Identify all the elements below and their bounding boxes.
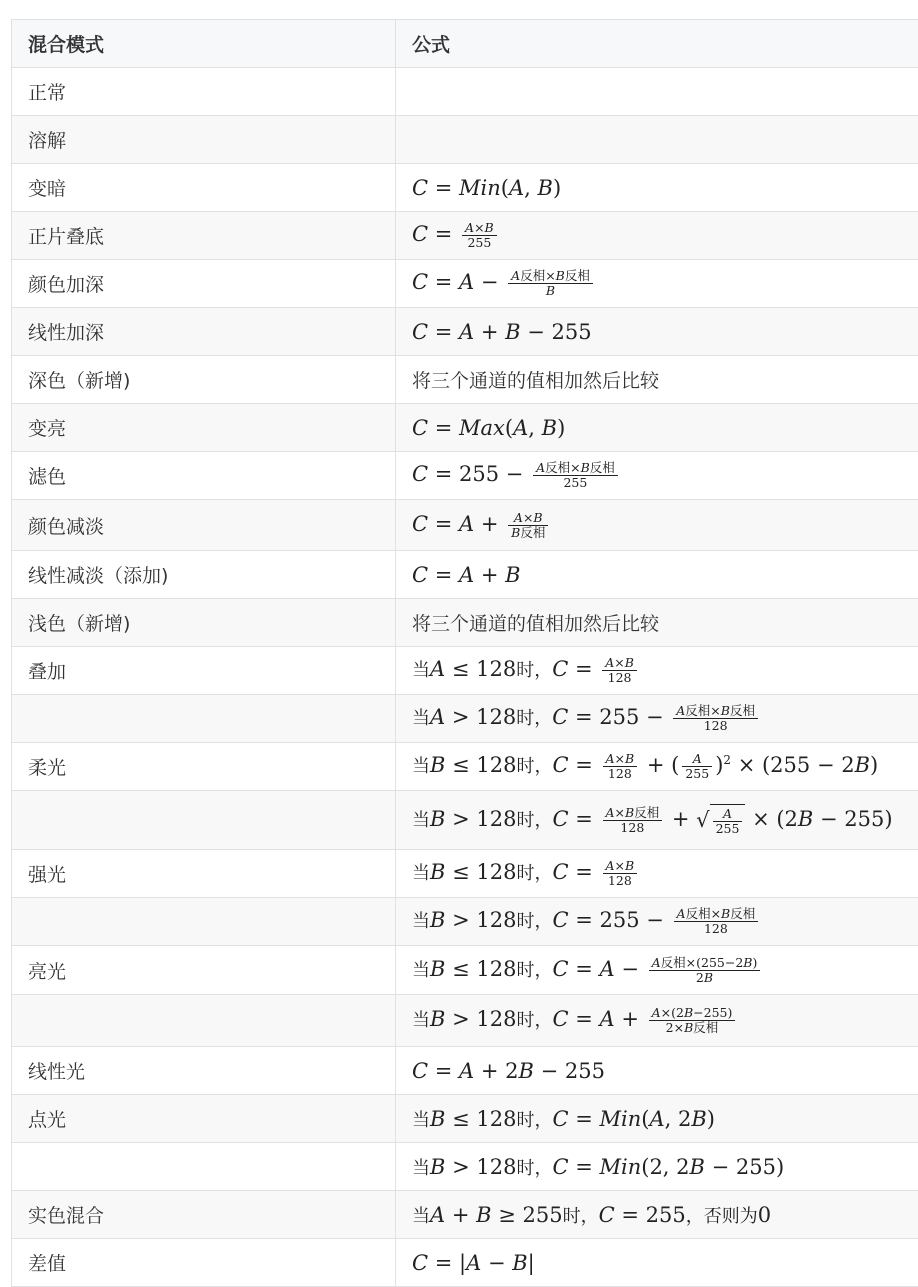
- mode-name: [12, 898, 396, 946]
- mode-formula: 当B > 128时，C = Min(2, 2B − 255): [396, 1143, 918, 1191]
- mode-name: 差值: [12, 1239, 396, 1287]
- table-row: [12, 551, 918, 599]
- mode-name: 颜色减淡: [12, 500, 396, 551]
- mode-formula: 当B ≤ 128时，C = Min(A, 2B): [396, 1095, 918, 1143]
- table-row: [12, 743, 918, 791]
- mode-formula: C = A + B: [396, 551, 918, 599]
- table-row: [12, 68, 918, 116]
- mode-formula: 当B > 128时，C = 255 − $\frac{\text{A反相×B反相}}{128}$: [396, 898, 918, 946]
- mode-formula: C = A − $\frac{\text{A反相×B反相}}{B}$: [396, 260, 918, 308]
- mode-formula: C = A + 2B − 255: [396, 1047, 918, 1095]
- mode-formula: 当B ≤ 128时，C = $\frac{A\times B}{128}$ + ( $\frac{A}{255}$ )$^2$ × (255 − 2B): [396, 743, 918, 791]
- table-row: [12, 695, 918, 743]
- mode-name: 溶解: [12, 116, 396, 164]
- mode-formula: C = Max(A, B): [396, 404, 918, 452]
- mode-formula: 当B ≤ 128时，C = A − $\frac{\text{A反相×(255−2B)}}{2B}$: [396, 946, 918, 995]
- mode-formula: C = Min(A, B): [396, 164, 918, 212]
- table-row: [12, 260, 918, 308]
- mode-name: 线性光: [12, 1047, 396, 1095]
- mode-name: [12, 695, 396, 743]
- mode-name: 实色混合: [12, 1191, 396, 1239]
- table-row: [12, 164, 918, 212]
- table-row: [12, 1191, 918, 1239]
- mode-name: 柔光: [12, 743, 396, 791]
- mode-formula: 当B ≤ 128时，C = $\frac{A\times B}{128}$: [396, 850, 918, 898]
- mode-name: 正片叠底: [12, 212, 396, 260]
- mode-name: [12, 1143, 396, 1191]
- table-row: [12, 500, 918, 551]
- table-row: [12, 850, 918, 898]
- table-row: [12, 308, 918, 356]
- table-row: [12, 946, 918, 995]
- mode-name: 叠加: [12, 647, 396, 695]
- mode-name: [12, 791, 396, 850]
- mode-formula: 当A > 128时，C = 255 − $\frac{\text{A反相×B反相}}{128}$: [396, 695, 918, 743]
- table-row: [12, 452, 918, 500]
- table-row: [12, 116, 918, 164]
- mode-formula: 将三个通道的值相加然后比较: [396, 356, 918, 404]
- table-row: [12, 995, 918, 1047]
- mode-name: 变亮: [12, 404, 396, 452]
- mode-formula: 当A ≤ 128时，C = $\frac{A\times B}{128}$: [396, 647, 918, 695]
- table-row: [12, 898, 918, 946]
- table-row: [12, 1239, 918, 1287]
- mode-name: 浅色（新增): [12, 599, 396, 647]
- mode-formula: [396, 116, 918, 164]
- table-row: [12, 647, 918, 695]
- header-formula: 公式: [396, 20, 918, 68]
- mode-name: 点光: [12, 1095, 396, 1143]
- mode-formula: C = $\frac{A\times B}{255}$: [396, 212, 918, 260]
- mode-name: 正常: [12, 68, 396, 116]
- mode-formula: C = A + B − 255: [396, 308, 918, 356]
- mode-formula: C = |A − B|: [396, 1239, 918, 1287]
- mode-formula: 将三个通道的值相加然后比较: [396, 599, 918, 647]
- mode-name: 深色（新增): [12, 356, 396, 404]
- header-blend-mode: 混合模式: [12, 20, 396, 68]
- table-row: [12, 356, 918, 404]
- mode-name: 颜色加深: [12, 260, 396, 308]
- table-row: [12, 791, 918, 850]
- blend-mode-table: [11, 19, 918, 1287]
- mode-formula: 当A + B ≥ 255时，C = 255，否则为0: [396, 1191, 918, 1239]
- table-row: [12, 212, 918, 260]
- mode-formula: [396, 68, 918, 116]
- mode-name: 变暗: [12, 164, 396, 212]
- table-row: [12, 1095, 918, 1143]
- table-header-row: [12, 20, 918, 68]
- table-row: [12, 599, 918, 647]
- mode-name: 线性减淡（添加): [12, 551, 396, 599]
- table-row: [12, 1143, 918, 1191]
- mode-formula: 当B > 128时，C = $\frac{\text{A×B反相}}{128}$ + √ $\frac{A}{255}$ × (2B − 255): [396, 791, 918, 850]
- mode-formula: 当B > 128时，C = A + $\frac{A\times(2B-255)}{\text{2×B反相}}$: [396, 995, 918, 1047]
- mode-name: 滤色: [12, 452, 396, 500]
- table-row: [12, 1047, 918, 1095]
- mode-name: 亮光: [12, 946, 396, 995]
- mode-formula: C = A + $\frac{A\times B}{\text{B反相}}$: [396, 500, 918, 551]
- mode-formula: C = 255 − $\frac{\text{A反相×B反相}}{255}$: [396, 452, 918, 500]
- table-row: [12, 404, 918, 452]
- mode-name: 线性加深: [12, 308, 396, 356]
- mode-name: 强光: [12, 850, 396, 898]
- mode-name: [12, 995, 396, 1047]
